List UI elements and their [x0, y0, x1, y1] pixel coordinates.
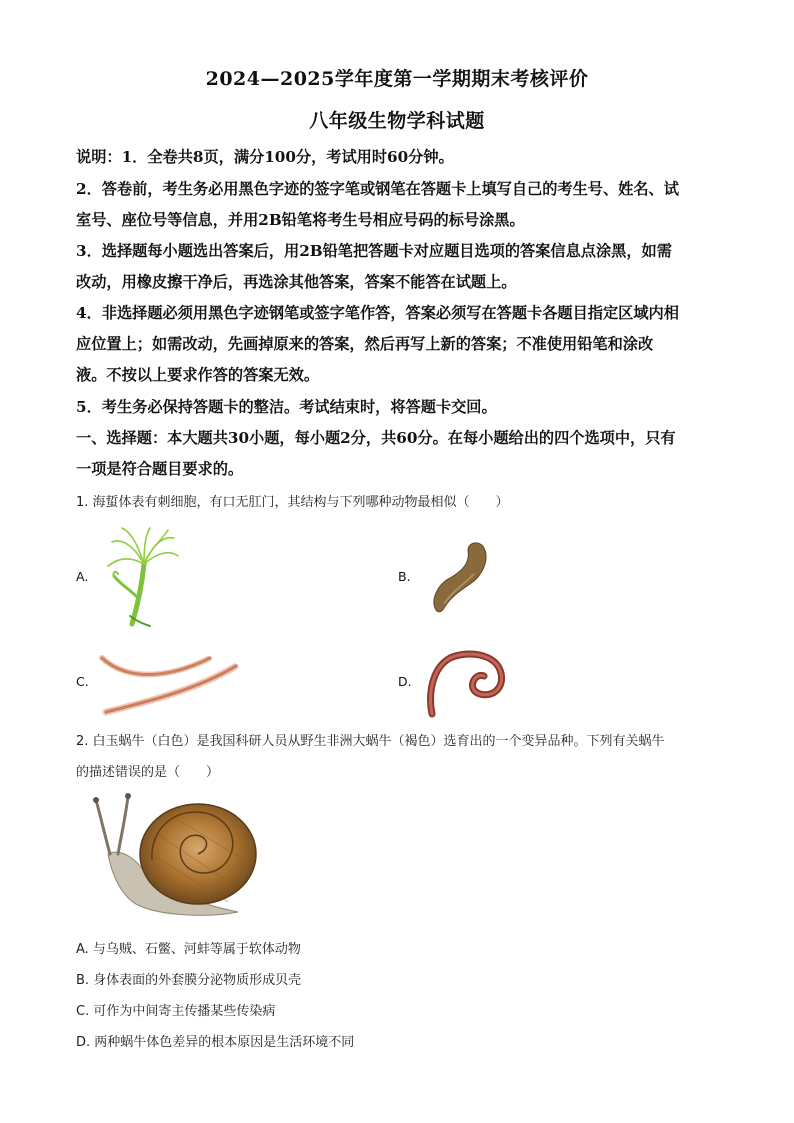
- hydra-image: [104, 526, 182, 630]
- q1-option-c-label: C.: [76, 674, 89, 689]
- section-heading: 一项是符合题目要求的。: [76, 460, 244, 478]
- section-heading: 一、选择题：本大题共30小题，每小题2分，共60分。在每小题给出的四个选项中，只有: [76, 429, 676, 447]
- page-title: 2024—2025学年度第一学期期末考核评价: [205, 68, 589, 90]
- instruction-line: 应位置上；如需改动，先画掉原来的答案，然后再写上新的答案；不准使用铅笔和涂改: [76, 335, 654, 353]
- q2-option-d: D. 两种蜗牛体色差异的根本原因是生活环境不同: [76, 1035, 355, 1050]
- question-2-stem: 2. 白玉蜗牛（白色）是我国科研人员从野生非洲大蜗牛（褐色）选育出的一个变异品种。下列有关蜗牛: [76, 734, 665, 749]
- instruction-line: 液。不按以上要求作答的答案无效。: [76, 366, 319, 384]
- instruction-line: 改动，用橡皮擦干净后，再选涂其他答案，答案不能答在试题上。: [76, 273, 517, 291]
- instruction-line: 3．选择题每小题选出答案后，用2B铅笔把答题卡对应题目选项的答案信息点涂黑，如需: [76, 242, 672, 260]
- question-1-stem: 1. 海蜇体表有刺细胞，有口无肛门，其结构与下列哪种动物最相似（ ）: [76, 495, 509, 510]
- nereis-image: [96, 650, 242, 716]
- q2-option-b: B. 身体表面的外套膜分泌物质形成贝壳: [76, 973, 302, 988]
- planarian-image: [424, 538, 496, 614]
- q1-option-d-label: D.: [398, 674, 412, 689]
- earthworm-image: [424, 648, 508, 718]
- page-subtitle: 八年级生物学科试题: [309, 110, 485, 132]
- q1-option-b-label: B.: [398, 569, 411, 584]
- q1-option-a-label: A.: [76, 569, 89, 584]
- question-2-stem-cont: 的描述错误的是（ ）: [76, 765, 220, 780]
- instruction-line: 4．非选择题必须用黑色字迹钢笔或签字笔作答，答案必须写在答题卡各题目指定区域内相: [76, 304, 679, 322]
- instruction-line: 2．答卷前，考生务必用黑色字迹的签字笔或钢笔在答题卡上填写自己的考生号、姓名、试: [76, 180, 679, 198]
- instruction-line: 说明：1．全卷共8页，满分100分，考试用时60分钟。: [76, 148, 454, 166]
- snail-image: [88, 792, 288, 922]
- q2-option-c: C. 可作为中间寄主传播某些传染病: [76, 1004, 276, 1019]
- instruction-line: 5．考生务必保持答题卡的整洁。考试结束时，将答题卡交回。: [76, 398, 497, 416]
- instruction-line: 室号、座位号等信息，并用2B铅笔将考生号相应号码的标号涂黑。: [76, 211, 525, 229]
- q2-option-a: A. 与乌贼、石鳖、河蚌等属于软体动物: [76, 942, 301, 957]
